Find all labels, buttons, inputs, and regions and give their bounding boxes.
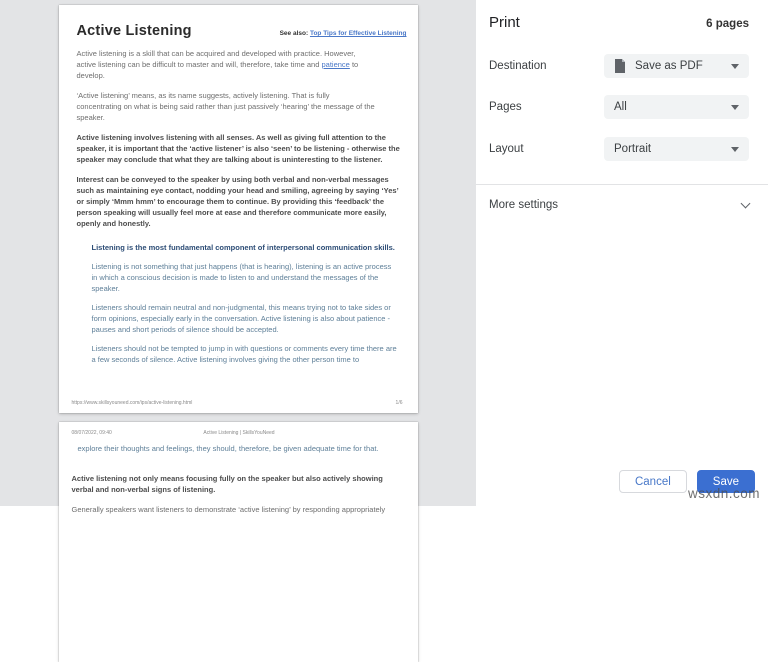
paragraph-text: to develop.: [76, 60, 359, 80]
more-settings-label: More settings: [489, 199, 559, 211]
paragraph: Listeners should remain neutral and non-judgmental, this means trying not to take sides or form opinions, especially early in the conversation. Active listening is also about patience - pauses and short periods of silence should be accepted.: [91, 303, 391, 334]
destination-dropdown[interactable]: [604, 54, 749, 78]
callout-heading: Listening is the most fundamental component of interpersonal communication skills.: [91, 243, 395, 252]
page-count: 6 pages: [706, 18, 749, 30]
save-button[interactable]: Save: [697, 470, 755, 493]
paragraph: Active listening involves listening with all senses. As well as giving full attention to the speaker, it is important that the ‘active listener’ is also ‘seen’ to be listening - otherwise the speaker may conclude that what they are talking about is uninteresting to the listener.: [76, 133, 400, 164]
see-also: [280, 30, 407, 37]
page-header: [72, 430, 407, 436]
cancel-button[interactable]: Cancel: [619, 470, 687, 493]
dialog-title: Print: [489, 14, 520, 31]
pages-dropdown[interactable]: [604, 95, 749, 119]
destination-label: Destination: [489, 60, 547, 72]
section-divider: [476, 184, 768, 185]
preview-page-2: [59, 422, 418, 662]
more-settings-toggle[interactable]: [489, 196, 749, 214]
paragraph: ‘Active listening’ means, as its name suggests, actively listening. That is fully concentrating on what is being said rather than just passively ‘hearing’ the message of the speaker.: [76, 91, 375, 122]
chevron-down-icon: [741, 198, 751, 208]
dropdown-caret-icon: [731, 105, 739, 110]
destination-row: [489, 54, 749, 78]
paragraph: Interest can be conveyed to the speaker by using both verbal and non-verbal messages such as maintaining eye contact, nodding your head and smiling, agreeing by saying ‘Yes’ or simply ‘Mmm hmm’ to encourage them to continue. By providing this ‘feedback’ the person speaking will usually feel more at ease and therefore communicate more easily, openly and honestly.: [76, 175, 399, 228]
paragraph: explore their thoughts and feelings, they should, therefore, be given adequate time for that.: [77, 444, 379, 453]
destination-value: Save as PDF: [635, 60, 703, 72]
preview-page-1: [59, 5, 418, 413]
print-preview-area[interactable]: [0, 0, 476, 514]
see-also-label: See also:: [279, 30, 309, 37]
paragraph: Active listening not only means focusing fully on the speaker but also actively showing verbal and non-verbal signs of listening.: [71, 474, 383, 494]
paragraph-text: Active listening is a skill that can be acquired and developed with practice. However, active listening can be difficult to master and will, therefore, take time and: [76, 49, 356, 69]
footer-url: https://www.skillsyouneed.com/ips/active-listening.html: [71, 400, 193, 406]
footer-page-number: 1/6: [395, 400, 403, 406]
dropdown-caret-icon: [731, 64, 739, 69]
document-header: [77, 23, 407, 39]
print-settings-panel: [476, 0, 768, 506]
callout-section: [92, 242, 399, 365]
watermark: wsxdn.com: [687, 486, 760, 501]
paragraph: [77, 48, 377, 81]
pages-row: [489, 95, 749, 119]
panel-header: [489, 14, 749, 31]
header-doc-name: Active Listening | SkillsYouNeed: [203, 430, 275, 436]
header-spacer: [296, 430, 407, 436]
page-footer: [72, 400, 403, 406]
pages-label: Pages: [489, 101, 522, 113]
dropdown-caret-icon: [731, 147, 739, 152]
patience-link: patience: [321, 60, 350, 69]
layout-value: Portrait: [614, 143, 652, 155]
paragraph: Listening is not something that just happens (that is hearing), listening is an active process in which a conscious decision is made to listen to and understand the messages of the speaker.: [91, 262, 392, 293]
save-as-pdf-icon: [614, 59, 626, 73]
paragraph: Generally speakers want listeners to demonstrate ‘active listening’ by responding appropriately: [71, 505, 386, 514]
document-title: Active Listening: [76, 23, 192, 39]
layout-label: Layout: [489, 143, 524, 155]
see-also-link: Top Tips for Effective Listening: [309, 30, 407, 37]
paragraph: Listeners should not be tempted to jump in with questions or comments every time there are a few seconds of silence. Active listening involves giving the other person time to: [91, 344, 397, 364]
layout-dropdown[interactable]: [604, 137, 749, 161]
header-datetime: 08/07/2022, 09:40: [71, 430, 112, 436]
layout-row: [489, 137, 749, 161]
pages-value: All: [614, 101, 627, 113]
